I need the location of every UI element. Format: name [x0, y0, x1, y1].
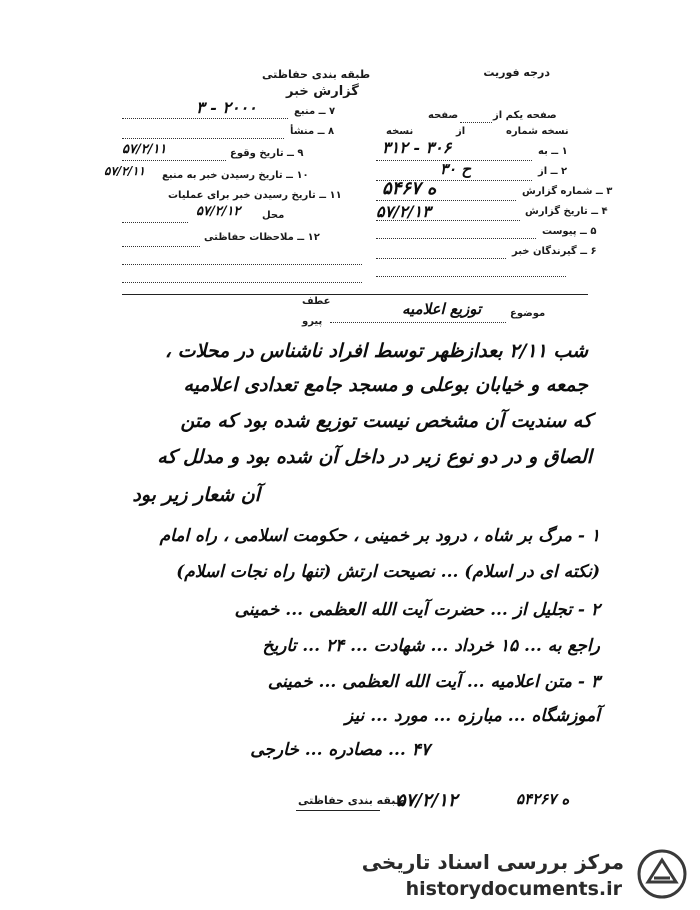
field-9-line: [122, 160, 226, 161]
field-4-value: ۵۷/۲/۱۳: [376, 202, 431, 221]
field-4-label: ۴ ــ تاریخ گزارش: [525, 206, 608, 217]
copy-from: از: [456, 126, 466, 137]
bottom-classification: طبقه بندی حفاظتی: [298, 794, 407, 807]
copy-suffix: نسخه: [386, 126, 414, 137]
archive-seal-icon: [636, 848, 688, 900]
field-8-label: ۸ ــ منشأ: [290, 126, 335, 137]
bottom-rule: [296, 810, 380, 811]
field-1-value: ۳۱۲ - ۳۰۶: [382, 138, 452, 157]
field-11-place: محل: [262, 210, 285, 221]
field-6-line-2: [376, 276, 566, 277]
field-8-line: [122, 138, 284, 139]
field-3-value: ۵۴۶۷ ه: [382, 178, 437, 199]
brand-url: historydocuments.ir: [405, 878, 622, 900]
urgency-label: درجه فوریت: [483, 66, 550, 79]
field-12-line-2: [122, 264, 362, 265]
field-10-label: ۱۰ ــ تاریخ رسیدن خبر به منبع: [162, 170, 309, 181]
body-line-3: که سندیت آن مشخص نیست توزیع شده بود که متن: [180, 410, 592, 432]
form-title: گزارش خبر: [286, 84, 359, 99]
field-5-label: ۵ ــ پیوست: [542, 226, 597, 237]
brand-title: مرکز بررسی اسناد تاریخی: [361, 850, 624, 874]
body-line-2: جمعه و خیابان بوعلی و مسجد جامع تعدادی اعلامیه: [183, 374, 588, 396]
numbered-line-1: ۱ - مرگ بر شاه ، درود بر خمینی ، حکومت اسلامی ، راه امام: [159, 526, 600, 546]
numbered-line-6: آموزشگاه ... مبارزه ... مورد ... نیز: [345, 706, 600, 726]
field-6-line: [376, 258, 506, 259]
page-suffix: صفحه: [428, 110, 459, 121]
page-count-label: صفحه یکم از: [493, 110, 557, 121]
subject-value: توزیع اعلامیه: [402, 300, 482, 318]
follow-up-label: پیرو: [302, 316, 323, 327]
numbered-line-2: (نکته ای در اسلام) ... نصیحت ارتش (تنها راه نجات اسلام): [176, 562, 600, 582]
field-11-label: ۱۱ ــ تاریخ رسیدن خبر برای عملیات: [168, 190, 342, 201]
field-10-value: ۵۷/۲/۱۱: [104, 164, 145, 178]
field-9-value: ۵۷/۲/۱۱: [122, 142, 167, 157]
field-12-line: [122, 246, 200, 247]
copy-number-label: نسخه شماره: [506, 126, 569, 137]
field-5-line: [376, 238, 536, 239]
field-1-label: ۱ ــ به: [538, 146, 568, 157]
bottom-date: ۵۷/۲/۱۲: [396, 790, 458, 811]
body-line-1: شب ۲/۱۱ بعدازظهر توسط افراد ناشناس در محلات ،: [164, 340, 588, 362]
field-3-line: [376, 200, 516, 201]
subject-label: موضوع: [510, 308, 546, 319]
page-dotted-line: [460, 122, 492, 123]
bottom-code: ۵۴۲۶۷ ه: [516, 790, 570, 808]
reference-label: عطف: [302, 296, 331, 307]
numbered-line-7: ۴۷ ... مصادره ... خارجی: [250, 740, 430, 760]
numbered-line-5: ۳ - متن اعلامیه ... آیت الله العظمی ... خمینی: [267, 672, 600, 692]
field-12-label: ۱۲ ــ ملاحظات حفاظتی: [204, 232, 320, 243]
field-7-line: [122, 118, 288, 119]
header-separator: [122, 294, 588, 295]
field-6-label: ۶ ــ گیرندگان خبر: [512, 246, 597, 257]
field-11-value: ۵۷/۲/۱۲: [196, 204, 241, 219]
body-line-5: آن شعار زیر بود: [132, 484, 260, 506]
body-line-4: الصاق و در دو نوع زیر در داخل آن شده بود و مدلل که: [157, 446, 592, 468]
subject-line: [330, 322, 506, 323]
field-4-line: [376, 220, 520, 221]
field-11-line: [122, 222, 188, 223]
numbered-line-4: راجع به ... ۱۵ خرداد ... شهادت ... ۲۴ ... تاریخ: [262, 636, 600, 656]
field-2-value: ۳۰ ح: [440, 160, 472, 178]
field-3-label: ۳ ــ شماره گزارش: [522, 186, 613, 197]
numbered-line-3: ۲ - تجلیل از ... حضرت آیت الله العظمی ... خمینی: [234, 600, 600, 620]
field-2-label: ۲ ــ از: [538, 166, 568, 177]
classification-label: طبقه بندی حفاظتی: [262, 68, 371, 81]
field-9-label: ۹ ــ تاریخ وقوع: [230, 148, 304, 159]
field-7-label: ۷ ــ منبع: [294, 106, 336, 117]
field-12-line-3: [122, 282, 362, 283]
field-7-value: ۳ - ۲۰۰۰: [196, 98, 257, 117]
